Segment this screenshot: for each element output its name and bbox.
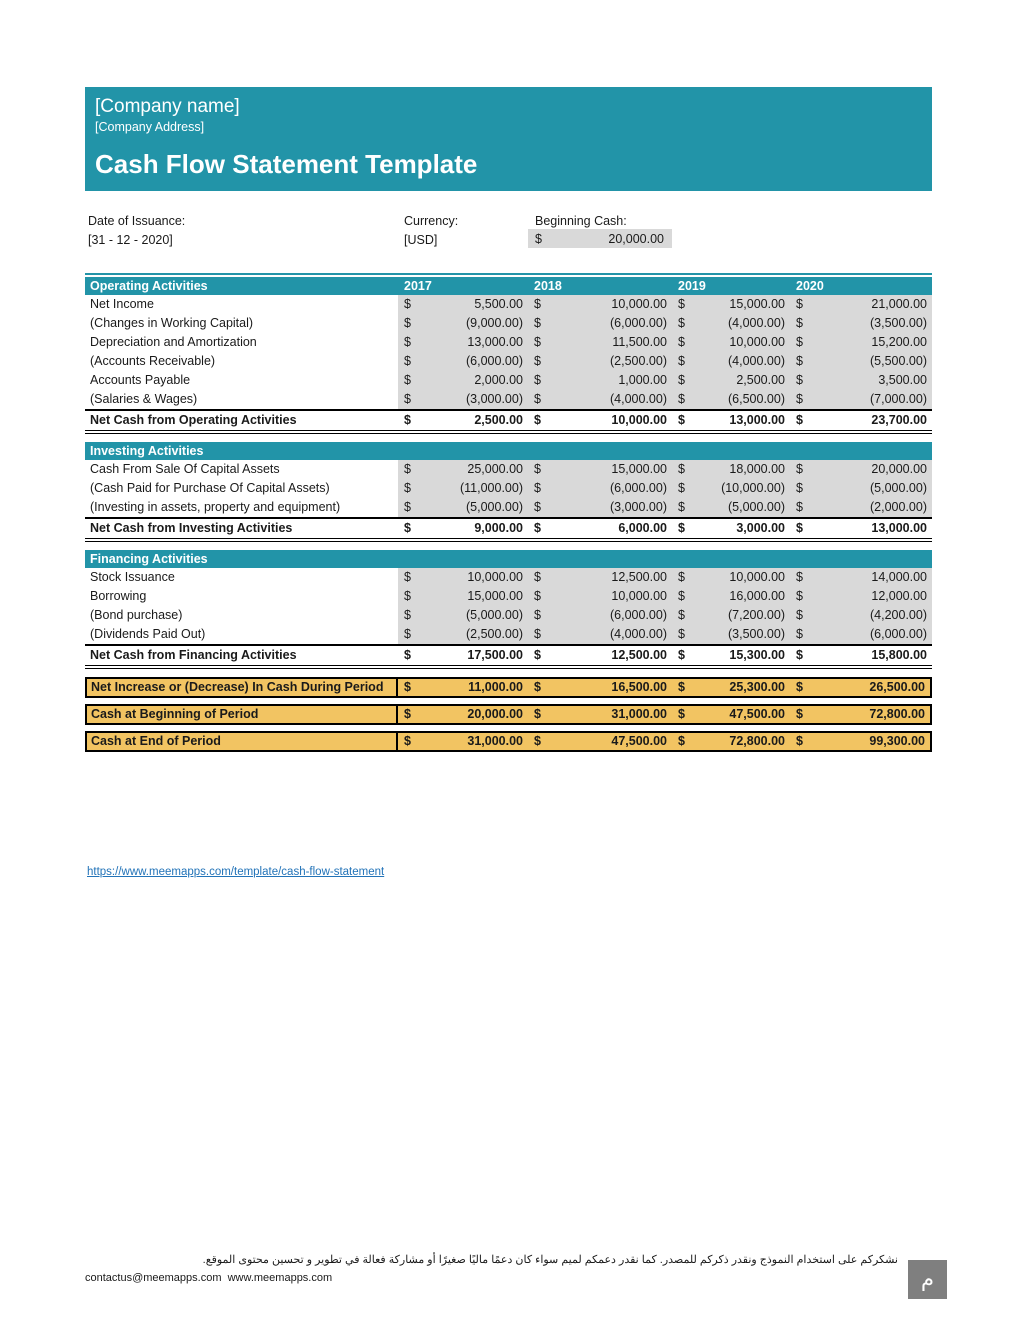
currency-symbol: $ (404, 500, 411, 514)
currency-symbol: $ (534, 521, 541, 535)
currency-symbol: $ (678, 608, 685, 622)
amount-2017: 11,000.00 (468, 680, 523, 694)
amount-2019: 10,000.00 (729, 570, 785, 584)
amount-2020: (5,500.00) (870, 354, 927, 368)
amount-2019: 16,000.00 (729, 589, 785, 603)
amount-2018: (4,000.00) (610, 392, 667, 406)
amount-2017: (2,500.00) (466, 627, 523, 641)
amount-2019: 2,500.00 (736, 373, 785, 387)
currency-symbol: $ (534, 589, 541, 603)
row-label: Borrowing (90, 589, 147, 603)
currency-symbol: $ (796, 500, 803, 514)
amount-2020: (3,500.00) (870, 316, 927, 330)
currency-symbol: $ (404, 373, 411, 387)
amount-2019: 13,000.00 (729, 413, 785, 427)
amount-2017: 13,000.00 (467, 335, 523, 349)
amount-2020: (7,000.00) (870, 392, 927, 406)
row-values (398, 519, 932, 538)
amount-2017: 2,000.00 (474, 373, 523, 387)
meem-logo (908, 1260, 947, 1299)
row-label: (Salaries & Wages) (90, 392, 198, 406)
amount-2017: (11,000.00) (459, 481, 523, 495)
currency-symbol: $ (534, 392, 541, 406)
currency-symbol: $ (534, 462, 541, 476)
amount-2019: 15,000.00 (729, 297, 785, 311)
amount-2017: (9,000.00) (466, 316, 523, 330)
amount-2020: 14,000.00 (871, 570, 927, 584)
beginning-cash-value: 20,000.00 (608, 231, 664, 246)
currency-symbol: $ (404, 481, 411, 495)
page-title: Cash Flow Statement Template (95, 149, 478, 179)
currency-symbol: $ (678, 570, 685, 584)
amount-2018: 10,000.00 (611, 297, 667, 311)
summary-label: Net Increase or (Decrease) In Cash During Period (87, 679, 398, 696)
currency-symbol: $ (796, 335, 803, 349)
currency-symbol: $ (404, 413, 411, 427)
currency-symbol: $ (534, 297, 541, 311)
table-row (85, 295, 932, 314)
row-values (398, 333, 932, 352)
currency-symbol: $ (796, 316, 803, 330)
page-content (85, 0, 932, 880)
currency-symbol: $ (796, 570, 803, 584)
row-values (398, 460, 932, 479)
amount-2019: 18,000.00 (729, 462, 785, 476)
amount-2018: 11,500.00 (612, 335, 667, 349)
amount-2020: 15,800.00 (871, 648, 927, 662)
summary-row (85, 677, 932, 698)
row-values (398, 371, 932, 390)
table-row (85, 352, 932, 371)
currency-symbol: $ (404, 648, 411, 662)
currency-symbol: $ (404, 680, 411, 694)
currency-symbol: $ (796, 462, 803, 476)
currency-symbol: $ (404, 734, 411, 748)
row-values (398, 314, 932, 333)
currency-symbol: $ (678, 707, 685, 721)
amount-2018: 10,000.00 (611, 413, 667, 427)
currency-symbol: $ (534, 648, 541, 662)
table-row (85, 568, 932, 587)
row-values (398, 295, 932, 314)
currency-symbol: $ (534, 500, 541, 514)
amount-2018: 16,500.00 (611, 680, 667, 694)
amount-2018: (3,000.00) (610, 500, 667, 514)
currency-value: [USD] (404, 233, 438, 247)
currency-symbol: $ (796, 608, 803, 622)
currency-symbol: $ (678, 521, 685, 535)
amount-2017: (3,000.00) (466, 392, 523, 406)
total-label: Net Cash from Operating Activities (90, 413, 297, 427)
currency-symbol: $ (534, 354, 541, 368)
amount-2020: 26,500.00 (869, 680, 925, 694)
meem-logo-letter: م (920, 1268, 934, 1291)
info-strip (85, 213, 932, 273)
currency-symbol: $ (678, 297, 685, 311)
amount-2020: 21,000.00 (871, 297, 927, 311)
amount-2020: 23,700.00 (871, 413, 927, 427)
currency-symbol: $ (404, 627, 411, 641)
amount-2017: 20,000.00 (467, 707, 523, 721)
amount-2018: 15,000.00 (611, 462, 667, 476)
currency-symbol: $ (678, 392, 685, 406)
currency-symbol: $ (796, 413, 803, 427)
section-operating-activities (85, 277, 932, 434)
row-label: (Accounts Receivable) (90, 354, 216, 368)
amount-2018: (6,000.00) (610, 316, 667, 330)
table-row (85, 625, 932, 644)
currency-symbol: $ (796, 297, 803, 311)
amount-2020: 13,000.00 (871, 521, 927, 535)
summary-label: Cash at End of Period (87, 733, 398, 750)
currency-symbol: $ (534, 570, 541, 584)
amount-2017: 9,000.00 (474, 521, 523, 535)
currency-symbol: $ (796, 521, 803, 535)
amount-2020: 3,500.00 (878, 373, 927, 387)
amount-2017: 10,000.00 (467, 570, 523, 584)
amount-2019: (10,000.00) (721, 481, 785, 495)
currency-symbol: $ (678, 481, 685, 495)
currency-symbol: $ (404, 521, 411, 535)
page-footer (85, 1253, 898, 1285)
row-label: (Investing in assets, property and equipment) (90, 500, 341, 514)
summary-label: Cash at Beginning of Period (87, 706, 398, 723)
currency-symbol: $ (404, 316, 411, 330)
currency-symbol: $ (678, 316, 685, 330)
amount-2019: 47,500.00 (729, 707, 785, 721)
beginning-cash-cell (528, 229, 672, 248)
currency-symbol: $ (404, 608, 411, 622)
currency-symbol: $ (678, 335, 685, 349)
total-label: Net Cash from Investing Activities (90, 521, 293, 535)
amount-2019: (4,000.00) (728, 354, 785, 368)
row-values (398, 568, 932, 587)
section-header (85, 550, 932, 568)
amount-2020: 99,300.00 (869, 734, 925, 748)
amount-2018: 1,000.00 (618, 373, 667, 387)
footer-arabic-note: نشكركم على استخدام النموذج ونقدر ذكركم للمصدر. كما نقدر دعمكم لميم سواء كان دعمًا ماليًا صغيرًا أو مشاركة فعالة في تطوير و تحسين محتوى الموقع. (202, 1254, 898, 1266)
row-label: (Bond purchase) (90, 608, 183, 622)
amount-2019: (5,000.00) (728, 500, 785, 514)
amount-2018: (6,000.00) (610, 481, 667, 495)
date-of-issuance-value: [31 - 12 - 2020] (88, 233, 173, 247)
row-label: Depreciation and Amortization (90, 335, 257, 349)
currency-symbol: $ (796, 373, 803, 387)
row-values (398, 625, 932, 644)
currency-symbol: $ (796, 707, 803, 721)
section-title: Financing Activities (90, 552, 208, 566)
currency-symbol: $ (678, 734, 685, 748)
row-values (398, 498, 932, 517)
amount-2017: 17,500.00 (467, 648, 523, 662)
row-values (398, 390, 932, 409)
currency-symbol: $ (535, 231, 542, 246)
currency-symbol: $ (796, 354, 803, 368)
amount-2019: 25,300.00 (729, 680, 785, 694)
currency-symbol: $ (796, 734, 803, 748)
amount-2017: (5,000.00) (466, 608, 523, 622)
currency-symbol: $ (404, 707, 411, 721)
year-column-header: 2017 (404, 279, 432, 293)
amount-2018: 31,000.00 (611, 707, 667, 721)
row-values (398, 646, 932, 665)
currency-symbol: $ (796, 481, 803, 495)
table-row (85, 587, 932, 606)
row-values (398, 587, 932, 606)
amount-2018: (4,000.00) (610, 627, 667, 641)
amount-2019: (4,000.00) (728, 316, 785, 330)
amount-2018: 47,500.00 (611, 734, 667, 748)
amount-2017: 31,000.00 (467, 734, 523, 748)
table-row (85, 390, 932, 409)
amount-2020: 15,200.00 (871, 335, 927, 349)
cash-flow-statement-table (85, 277, 932, 752)
amount-2017: 2,500.00 (474, 413, 523, 427)
currency-symbol: $ (534, 627, 541, 641)
currency-symbol: $ (534, 734, 541, 748)
amount-2019: (3,500.00) (728, 627, 785, 641)
currency-symbol: $ (534, 373, 541, 387)
amount-2017: (5,000.00) (466, 500, 523, 514)
row-values (398, 411, 932, 430)
summary-row (85, 704, 932, 725)
row-label: (Changes in Working Capital) (90, 316, 254, 330)
amount-2019: 10,000.00 (729, 335, 785, 349)
section-title: Operating Activities (90, 279, 208, 293)
date-of-issuance-label: Date of Issuance: (88, 214, 186, 228)
amount-2018: 12,500.00 (611, 570, 667, 584)
currency-symbol: $ (678, 627, 685, 641)
currency-symbol: $ (678, 648, 685, 662)
currency-symbol: $ (678, 354, 685, 368)
currency-symbol: $ (678, 413, 685, 427)
section-investing-activities (85, 442, 932, 542)
brand-header (85, 87, 932, 191)
table-row (85, 333, 932, 352)
currency-symbol: $ (796, 589, 803, 603)
currency-symbol: $ (534, 335, 541, 349)
section-total-row (85, 644, 932, 669)
row-label: Net Income (90, 297, 154, 311)
row-label: (Dividends Paid Out) (90, 627, 206, 641)
row-values (398, 679, 930, 696)
currency-symbol: $ (534, 707, 541, 721)
year-column-header: 2018 (534, 279, 562, 293)
section-total-row (85, 409, 932, 434)
amount-2019: 3,000.00 (736, 521, 785, 535)
section-header (85, 277, 932, 295)
currency-symbol: $ (404, 570, 411, 584)
year-column-header: 2020 (796, 279, 824, 293)
currency-symbol: $ (678, 589, 685, 603)
total-label: Net Cash from Financing Activities (90, 648, 297, 662)
table-top-rule (85, 273, 932, 275)
currency-symbol: $ (534, 413, 541, 427)
row-values (398, 706, 930, 723)
amount-2020: 72,800.00 (869, 707, 925, 721)
section-title: Investing Activities (90, 444, 204, 458)
amount-2018: 12,500.00 (611, 648, 667, 662)
currency-symbol: $ (404, 335, 411, 349)
amount-2019: (7,200.00) (728, 608, 785, 622)
currency-symbol: $ (404, 392, 411, 406)
amount-2019: (6,500.00) (728, 392, 785, 406)
currency-symbol: $ (404, 589, 411, 603)
currency-label: Currency: (404, 214, 459, 228)
amount-2019: 72,800.00 (729, 734, 785, 748)
currency-symbol: $ (678, 500, 685, 514)
table-row (85, 479, 932, 498)
amount-2018: (6,000.00) (610, 608, 667, 622)
amount-2017: 15,000.00 (467, 589, 523, 603)
section-total-row (85, 517, 932, 542)
footer-contact-line: contactus@meemapps.com www.meemapps.com (85, 1272, 333, 1284)
currency-symbol: $ (534, 316, 541, 330)
table-row (85, 498, 932, 517)
year-column-header: 2019 (678, 279, 706, 293)
section-financing-activities (85, 550, 932, 669)
row-label: Cash From Sale Of Capital Assets (90, 462, 280, 476)
amount-2019: 15,300.00 (729, 648, 785, 662)
currency-symbol: $ (404, 354, 411, 368)
row-values (398, 733, 930, 750)
section-header (85, 442, 932, 460)
row-label: (Cash Paid for Purchase Of Capital Assets) (90, 481, 330, 495)
amount-2017: 5,500.00 (474, 297, 523, 311)
summary-row (85, 731, 932, 752)
currency-symbol: $ (534, 481, 541, 495)
amount-2018: 6,000.00 (618, 521, 667, 535)
amount-2017: (6,000.00) (466, 354, 523, 368)
company-address: [Company Address] (95, 120, 205, 134)
table-row (85, 606, 932, 625)
template-url-link[interactable]: https://www.meemapps.com/template/cash-flow-statement (87, 866, 385, 878)
row-label: Accounts Payable (90, 373, 191, 387)
currency-symbol: $ (678, 680, 685, 694)
currency-symbol: $ (678, 462, 685, 476)
table-row (85, 314, 932, 333)
amount-2020: 20,000.00 (871, 462, 927, 476)
currency-symbol: $ (534, 680, 541, 694)
amount-2018: 10,000.00 (611, 589, 667, 603)
amount-2017: 25,000.00 (467, 462, 523, 476)
table-row (85, 371, 932, 390)
currency-symbol: $ (796, 648, 803, 662)
currency-symbol: $ (796, 627, 803, 641)
row-label: Stock Issuance (90, 570, 175, 584)
company-name: [Company name] (95, 96, 240, 117)
currency-symbol: $ (534, 608, 541, 622)
amount-2020: (4,200.00) (870, 608, 927, 622)
amount-2020: (2,000.00) (870, 500, 927, 514)
currency-symbol: $ (404, 297, 411, 311)
row-values (398, 352, 932, 371)
amount-2020: (5,000.00) (870, 481, 927, 495)
amount-2020: (6,000.00) (870, 627, 927, 641)
currency-symbol: $ (404, 462, 411, 476)
row-values (398, 606, 932, 625)
beginning-cash-label: Beginning Cash: (535, 214, 627, 228)
table-row (85, 460, 932, 479)
currency-symbol: $ (796, 680, 803, 694)
currency-symbol: $ (678, 373, 685, 387)
amount-2018: (2,500.00) (610, 354, 667, 368)
row-values (398, 479, 932, 498)
currency-symbol: $ (796, 392, 803, 406)
amount-2020: 12,000.00 (871, 589, 927, 603)
